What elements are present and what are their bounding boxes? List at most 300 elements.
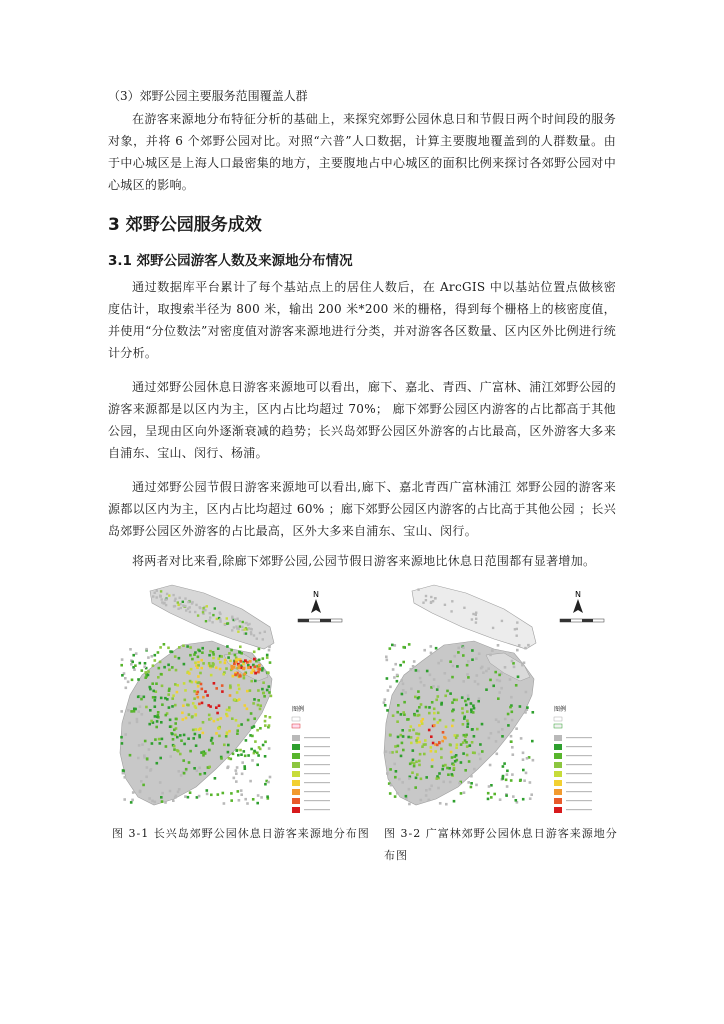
density-cell bbox=[402, 735, 405, 738]
density-cell bbox=[413, 660, 416, 663]
density-cell bbox=[246, 802, 249, 805]
density-cell bbox=[449, 660, 452, 663]
density-cell bbox=[466, 754, 469, 757]
figure-caption-3-2: 图 3-2 广富林郊野公园休息日游客来源地分布图 bbox=[384, 827, 618, 862]
density-cell bbox=[257, 689, 260, 692]
density-cell bbox=[177, 604, 179, 606]
density-cell bbox=[151, 800, 154, 803]
density-cell bbox=[148, 723, 151, 726]
density-cell bbox=[238, 799, 241, 802]
density-cell bbox=[148, 797, 151, 800]
density-cell bbox=[410, 688, 413, 691]
density-cell bbox=[189, 750, 192, 753]
density-cell bbox=[475, 614, 477, 616]
density-cell bbox=[512, 753, 515, 756]
density-cell bbox=[479, 743, 482, 746]
density-cell bbox=[443, 736, 446, 739]
density-cell bbox=[487, 798, 490, 801]
density-cell bbox=[413, 714, 416, 717]
density-cell bbox=[171, 733, 174, 736]
density-cell bbox=[137, 757, 140, 760]
density-cell bbox=[431, 765, 434, 768]
density-cell bbox=[437, 662, 440, 665]
density-cell bbox=[144, 676, 147, 679]
density-cell bbox=[466, 664, 469, 667]
density-cell bbox=[516, 628, 518, 630]
density-cell bbox=[421, 745, 424, 748]
density-cell bbox=[230, 792, 233, 795]
density-cell bbox=[188, 713, 191, 716]
density-cell bbox=[231, 629, 233, 631]
density-cell bbox=[167, 647, 170, 650]
density-cell bbox=[467, 723, 470, 726]
density-cell bbox=[262, 692, 265, 695]
density-cell bbox=[455, 736, 458, 739]
density-cell bbox=[257, 754, 260, 757]
density-cell bbox=[173, 729, 176, 732]
density-cell bbox=[234, 673, 237, 676]
density-cell bbox=[417, 737, 420, 740]
density-cell bbox=[193, 653, 196, 656]
density-cell bbox=[155, 682, 158, 685]
density-cell bbox=[187, 796, 190, 799]
density-cell bbox=[466, 725, 469, 728]
density-cell bbox=[244, 798, 247, 801]
density-cell bbox=[169, 719, 172, 722]
density-cell bbox=[139, 662, 142, 665]
density-cell bbox=[393, 763, 396, 766]
density-cell bbox=[208, 654, 211, 657]
density-cell bbox=[396, 792, 399, 795]
density-cell bbox=[458, 782, 461, 785]
density-cell bbox=[134, 708, 137, 711]
density-cell bbox=[249, 780, 252, 783]
scale-bar bbox=[298, 619, 342, 622]
density-cell bbox=[227, 766, 230, 769]
density-cell bbox=[470, 786, 473, 789]
density-cell bbox=[417, 697, 420, 700]
density-cell bbox=[511, 773, 514, 776]
density-cell bbox=[210, 674, 213, 677]
legend-swatch bbox=[554, 735, 562, 741]
density-cell bbox=[417, 670, 420, 673]
density-cell bbox=[266, 689, 269, 692]
density-cell bbox=[221, 684, 224, 687]
density-cell bbox=[160, 721, 163, 724]
density-cell bbox=[179, 597, 181, 599]
density-cell bbox=[220, 655, 223, 658]
density-cell bbox=[394, 663, 397, 666]
density-cell bbox=[177, 601, 179, 603]
density-cell bbox=[463, 607, 465, 609]
density-cell bbox=[474, 680, 477, 683]
density-cell bbox=[432, 685, 435, 688]
density-cell bbox=[464, 769, 467, 772]
density-cell bbox=[237, 790, 240, 793]
density-cell bbox=[253, 658, 256, 661]
density-cell bbox=[158, 667, 161, 670]
density-cell bbox=[475, 784, 478, 787]
density-cell bbox=[210, 717, 213, 720]
density-cell bbox=[151, 655, 154, 658]
density-cell bbox=[435, 699, 438, 702]
density-cell bbox=[195, 744, 198, 747]
density-cell bbox=[159, 661, 162, 664]
density-cell bbox=[243, 765, 246, 768]
density-cell bbox=[396, 720, 399, 723]
density-cell bbox=[266, 656, 269, 659]
density-cell bbox=[138, 744, 141, 747]
density-cell bbox=[461, 696, 464, 699]
density-cell bbox=[413, 762, 416, 765]
density-cell bbox=[201, 702, 204, 705]
density-cell bbox=[218, 704, 221, 707]
density-cell bbox=[239, 646, 242, 649]
density-cell bbox=[160, 697, 163, 700]
density-cell bbox=[411, 771, 414, 774]
density-cell bbox=[419, 677, 422, 680]
density-cell bbox=[410, 668, 413, 671]
density-cell bbox=[444, 604, 446, 606]
density-cell bbox=[229, 684, 232, 687]
density-cell bbox=[440, 703, 443, 706]
density-cell bbox=[412, 665, 415, 668]
legend-label-line bbox=[304, 791, 330, 792]
density-cell bbox=[524, 647, 527, 650]
density-cell bbox=[266, 654, 269, 657]
density-cell bbox=[230, 649, 233, 652]
density-cell bbox=[408, 777, 411, 780]
density-cell bbox=[264, 724, 267, 727]
density-cell bbox=[516, 649, 519, 652]
density-cell bbox=[466, 710, 469, 713]
legend-label-line bbox=[304, 746, 330, 747]
density-cell bbox=[219, 618, 221, 620]
density-cell bbox=[177, 750, 180, 753]
density-cell bbox=[228, 706, 231, 709]
density-cell bbox=[507, 713, 510, 716]
density-cell bbox=[471, 741, 474, 744]
density-cell bbox=[253, 750, 256, 753]
density-cell bbox=[405, 795, 408, 798]
density-cell bbox=[453, 800, 456, 803]
density-cell bbox=[515, 684, 518, 687]
density-cell bbox=[182, 604, 184, 606]
density-cell bbox=[214, 777, 217, 780]
density-cell bbox=[463, 734, 466, 737]
density-cell bbox=[396, 680, 399, 683]
density-cell bbox=[250, 712, 253, 715]
density-cell bbox=[470, 782, 473, 785]
density-cell bbox=[407, 718, 410, 721]
density-cell bbox=[166, 593, 168, 595]
density-cell bbox=[183, 663, 186, 666]
figure-3-1 bbox=[112, 583, 362, 815]
density-cell bbox=[516, 635, 518, 637]
density-cell bbox=[165, 604, 167, 606]
density-cell bbox=[222, 673, 225, 676]
density-cell bbox=[420, 703, 423, 706]
density-cell bbox=[502, 777, 505, 780]
density-cell bbox=[499, 680, 502, 683]
density-cell bbox=[465, 741, 468, 744]
density-cell bbox=[402, 661, 405, 664]
density-cell bbox=[418, 741, 421, 744]
density-cell bbox=[449, 744, 452, 747]
density-cell bbox=[413, 765, 416, 768]
density-cell bbox=[512, 795, 515, 798]
density-cell bbox=[432, 600, 434, 602]
density-cell bbox=[423, 649, 426, 652]
north-arrow-icon bbox=[573, 590, 583, 613]
density-cell bbox=[522, 758, 525, 761]
legend-label-line bbox=[304, 755, 330, 756]
density-cell bbox=[433, 708, 436, 711]
density-cell bbox=[182, 601, 184, 603]
density-cell bbox=[247, 719, 250, 722]
density-cell bbox=[196, 770, 199, 773]
density-cell bbox=[497, 697, 500, 700]
density-cell bbox=[198, 767, 201, 770]
density-cell bbox=[224, 659, 227, 662]
density-cell bbox=[495, 740, 498, 743]
legend-label-line bbox=[566, 737, 592, 738]
density-cell bbox=[130, 663, 133, 666]
density-cell bbox=[391, 751, 394, 754]
density-cell bbox=[182, 718, 185, 721]
density-cell bbox=[214, 607, 216, 609]
density-cell bbox=[463, 791, 466, 794]
density-cell bbox=[202, 721, 205, 724]
density-cell bbox=[216, 618, 218, 620]
legend-swatch bbox=[554, 798, 562, 804]
density-cell bbox=[433, 718, 436, 721]
density-cell bbox=[245, 622, 247, 624]
density-cell bbox=[510, 779, 513, 782]
density-cell bbox=[154, 654, 157, 657]
density-cell bbox=[444, 672, 447, 675]
svg-text:N: N bbox=[313, 590, 319, 599]
density-cell bbox=[131, 661, 134, 664]
density-cell bbox=[152, 696, 155, 699]
map-changxing-weekend bbox=[112, 583, 362, 815]
density-cell bbox=[393, 676, 396, 679]
density-cell bbox=[201, 688, 204, 691]
density-cell bbox=[215, 732, 218, 735]
density-cell bbox=[430, 750, 433, 753]
density-cell bbox=[224, 624, 226, 626]
density-cell bbox=[239, 660, 242, 663]
legend-label-line bbox=[304, 809, 330, 810]
paragraph-holiday: 通过郊野公园节假日游客来源地可以看出,廊下、嘉北青西广富林浦江 郊野公园的游客来源都以区内为主，区内占比均超过 60% ；廊下郊野公园区内游客的占比高于其他公园 ；长兴岛郊野公园区外游客的占比最高，区外大多来自浦东、宝山、闵行。 bbox=[108, 480, 616, 538]
density-cell bbox=[188, 761, 191, 764]
density-cell bbox=[156, 762, 159, 765]
density-cell bbox=[191, 658, 194, 661]
density-cell bbox=[225, 713, 228, 716]
density-cell bbox=[433, 724, 436, 727]
density-cell bbox=[418, 733, 421, 736]
density-cell bbox=[423, 753, 426, 756]
density-cell bbox=[451, 676, 454, 679]
density-cell bbox=[402, 689, 405, 692]
density-cell bbox=[232, 753, 235, 756]
density-cell bbox=[471, 658, 474, 661]
density-cell bbox=[504, 666, 507, 669]
density-cell bbox=[189, 611, 191, 613]
density-cell bbox=[510, 735, 513, 738]
density-cell bbox=[160, 673, 163, 676]
density-cell bbox=[129, 648, 132, 651]
density-cell bbox=[252, 702, 255, 705]
density-cell bbox=[390, 784, 393, 787]
density-cell bbox=[156, 716, 159, 719]
density-cell bbox=[227, 656, 230, 659]
density-cell bbox=[176, 691, 179, 694]
density-cell bbox=[492, 685, 495, 688]
density-cell bbox=[501, 735, 504, 738]
density-cell bbox=[470, 708, 473, 711]
density-cell bbox=[241, 773, 244, 776]
density-cell bbox=[392, 668, 395, 671]
density-cell bbox=[257, 704, 260, 707]
density-cell bbox=[251, 759, 254, 762]
density-cell bbox=[397, 704, 400, 707]
density-cell bbox=[233, 777, 236, 780]
density-cell bbox=[208, 766, 211, 769]
density-cell bbox=[226, 709, 229, 712]
density-cell bbox=[244, 659, 247, 662]
density-cell bbox=[402, 711, 405, 714]
density-cell bbox=[410, 742, 413, 745]
density-cell bbox=[264, 783, 267, 786]
density-cell bbox=[510, 740, 513, 743]
density-cell bbox=[482, 671, 485, 674]
density-cell bbox=[169, 755, 172, 758]
density-cell bbox=[197, 661, 200, 664]
density-cell bbox=[199, 606, 201, 608]
density-cell bbox=[408, 729, 411, 732]
density-cell bbox=[471, 728, 474, 731]
density-cell bbox=[396, 711, 399, 714]
density-cell bbox=[161, 685, 164, 688]
density-cell bbox=[496, 753, 499, 756]
legend-swatch bbox=[554, 807, 562, 813]
density-cell bbox=[178, 646, 181, 649]
density-cell bbox=[180, 774, 183, 777]
density-cell bbox=[415, 732, 418, 735]
density-cell bbox=[414, 696, 417, 699]
density-cell bbox=[389, 647, 392, 650]
density-cell bbox=[181, 712, 184, 715]
density-cell bbox=[176, 684, 179, 687]
density-cell bbox=[525, 772, 528, 775]
density-cell bbox=[245, 632, 247, 634]
density-cell bbox=[239, 675, 242, 678]
density-cell bbox=[175, 718, 178, 721]
density-cell bbox=[471, 618, 473, 620]
density-cell bbox=[389, 751, 392, 754]
density-cell bbox=[240, 789, 243, 792]
density-cell bbox=[132, 654, 135, 657]
density-cell bbox=[249, 660, 252, 663]
density-cell bbox=[268, 724, 271, 727]
density-cell bbox=[180, 739, 183, 742]
density-cell bbox=[446, 767, 449, 770]
density-cell bbox=[395, 751, 398, 754]
legend-swatch bbox=[292, 753, 300, 759]
density-cell bbox=[156, 720, 159, 723]
density-cell bbox=[475, 618, 477, 620]
density-cell bbox=[234, 618, 236, 620]
density-cell bbox=[198, 795, 201, 798]
density-cell bbox=[197, 664, 200, 667]
density-cell bbox=[140, 698, 143, 701]
density-cell bbox=[235, 719, 238, 722]
density-cell bbox=[447, 773, 450, 776]
density-cell bbox=[477, 683, 480, 686]
density-cell bbox=[454, 760, 457, 763]
scale-bar bbox=[560, 619, 604, 622]
density-cell bbox=[154, 705, 157, 708]
density-cell bbox=[503, 762, 506, 765]
density-cell bbox=[261, 669, 264, 672]
density-cell bbox=[264, 631, 266, 633]
density-cell bbox=[228, 709, 231, 712]
density-cell bbox=[465, 704, 468, 707]
density-cell bbox=[532, 759, 535, 762]
density-cell bbox=[151, 682, 154, 685]
density-cell bbox=[519, 705, 522, 708]
density-cell bbox=[389, 792, 392, 795]
density-cell bbox=[449, 781, 452, 784]
legend-swatch bbox=[292, 798, 300, 804]
density-cell bbox=[178, 657, 181, 660]
density-cell bbox=[408, 643, 411, 646]
density-cell bbox=[121, 658, 124, 661]
density-cell bbox=[511, 711, 514, 714]
density-cell bbox=[532, 711, 535, 714]
density-cell bbox=[511, 660, 514, 663]
density-cell bbox=[145, 648, 148, 651]
density-cell bbox=[237, 631, 239, 633]
density-cell bbox=[173, 605, 175, 607]
density-cell bbox=[237, 754, 240, 757]
density-cell bbox=[438, 772, 441, 775]
density-cell bbox=[466, 745, 469, 748]
density-cell bbox=[412, 729, 415, 732]
density-cell bbox=[253, 717, 256, 720]
density-cell bbox=[237, 724, 240, 727]
legend-swatch bbox=[554, 744, 562, 750]
density-cell bbox=[147, 670, 150, 673]
density-cell bbox=[428, 712, 431, 715]
density-cell bbox=[487, 667, 490, 670]
density-cell bbox=[174, 704, 177, 707]
legend-title: 图例 bbox=[292, 706, 305, 713]
density-cell bbox=[187, 601, 189, 603]
density-cell bbox=[137, 678, 140, 681]
density-cell bbox=[145, 776, 148, 779]
density-cell bbox=[462, 654, 465, 657]
density-cell bbox=[253, 698, 256, 701]
density-cell bbox=[136, 718, 139, 721]
density-cell bbox=[230, 799, 233, 802]
density-cell bbox=[414, 786, 417, 789]
density-cell bbox=[468, 760, 471, 763]
density-cell bbox=[197, 682, 200, 685]
density-cell bbox=[267, 671, 270, 674]
density-cell bbox=[401, 742, 404, 745]
